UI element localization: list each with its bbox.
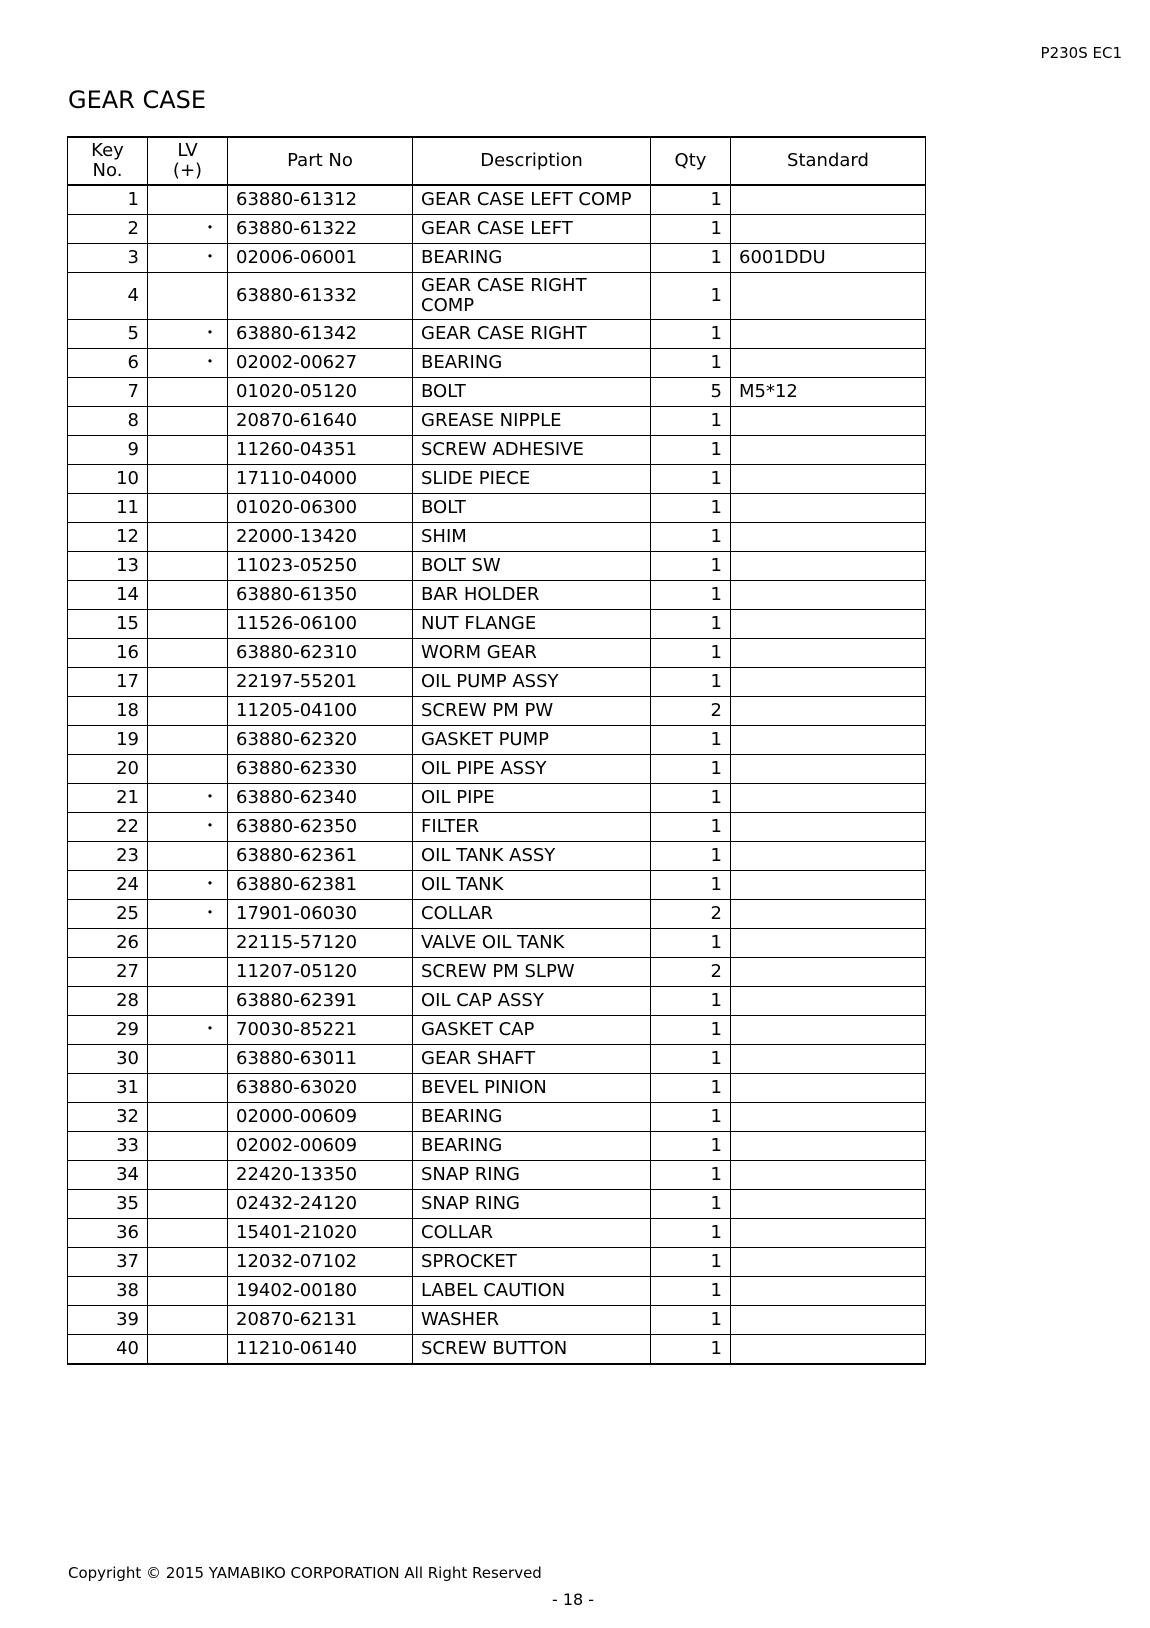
lv-cell: ・ xyxy=(148,215,228,244)
lv-cell xyxy=(148,639,228,668)
standard-cell xyxy=(731,523,926,552)
key-no-cell: 33 xyxy=(68,1132,148,1161)
lv-cell xyxy=(148,1045,228,1074)
page-number xyxy=(0,1590,1150,1609)
standard-cell xyxy=(731,1103,926,1132)
qty-cell: 1 xyxy=(651,215,731,244)
table-row xyxy=(68,755,926,784)
key-no-cell: 35 xyxy=(68,1190,148,1219)
key-no-cell: 20 xyxy=(68,755,148,784)
qty-cell: 1 xyxy=(651,929,731,958)
part-no-cell: 17110-04000 xyxy=(228,465,413,494)
part-no-cell: 02432-24120 xyxy=(228,1190,413,1219)
description-cell: COLLAR xyxy=(413,900,651,929)
key-no-cell: 24 xyxy=(68,871,148,900)
qty-cell: 1 xyxy=(651,1045,731,1074)
key-no-cell: 6 xyxy=(68,349,148,378)
table-row xyxy=(68,697,926,726)
qty-cell: 2 xyxy=(651,697,731,726)
lv-cell xyxy=(148,842,228,871)
qty-cell: 1 xyxy=(651,668,731,697)
lv-cell xyxy=(148,581,228,610)
lv-cell xyxy=(148,273,228,320)
key-no-cell: 2 xyxy=(68,215,148,244)
qty-cell: 1 xyxy=(651,784,731,813)
standard-cell: M5*12 xyxy=(731,378,926,407)
part-no-cell: 11260-04351 xyxy=(228,436,413,465)
key-no-cell: 30 xyxy=(68,1045,148,1074)
lv-cell xyxy=(148,407,228,436)
qty-cell: 1 xyxy=(651,639,731,668)
part-no-cell: 01020-06300 xyxy=(228,494,413,523)
lv-cell: ・ xyxy=(148,784,228,813)
key-no-cell: 22 xyxy=(68,813,148,842)
standard-cell xyxy=(731,494,926,523)
parts-table-body xyxy=(68,185,926,1364)
parts-table xyxy=(67,136,926,1365)
description-cell: COLLAR xyxy=(413,1219,651,1248)
part-no-cell: 11210-06140 xyxy=(228,1335,413,1365)
table-row xyxy=(68,668,926,697)
qty-cell: 1 xyxy=(651,871,731,900)
table-row xyxy=(68,1277,926,1306)
part-no-cell: 63880-61332 xyxy=(228,273,413,320)
qty-cell: 1 xyxy=(651,523,731,552)
lv-cell xyxy=(148,726,228,755)
lv-cell xyxy=(148,1103,228,1132)
lv-cell xyxy=(148,1132,228,1161)
description-cell: SNAP RING xyxy=(413,1161,651,1190)
qty-cell: 1 xyxy=(651,1132,731,1161)
qty-cell: 1 xyxy=(651,1074,731,1103)
part-no-cell: 12032-07102 xyxy=(228,1248,413,1277)
description-cell: WORM GEAR xyxy=(413,639,651,668)
lv-cell xyxy=(148,668,228,697)
qty-cell: 2 xyxy=(651,958,731,987)
description-cell: BOLT SW xyxy=(413,552,651,581)
key-no-cell: 19 xyxy=(68,726,148,755)
qty-cell: 1 xyxy=(651,1219,731,1248)
qty-cell: 1 xyxy=(651,1277,731,1306)
standard-cell xyxy=(731,958,926,987)
qty-cell: 1 xyxy=(651,842,731,871)
standard-cell xyxy=(731,900,926,929)
part-no-cell: 63880-62381 xyxy=(228,871,413,900)
lv-cell: ・ xyxy=(148,900,228,929)
qty-cell: 1 xyxy=(651,813,731,842)
key-no-cell: 38 xyxy=(68,1277,148,1306)
column-description: Description xyxy=(413,137,651,185)
description-cell: SHIM xyxy=(413,523,651,552)
column-lv-line2: (+) xyxy=(172,160,203,181)
standard-cell xyxy=(731,185,926,215)
table-row xyxy=(68,1306,926,1335)
description-cell: GEAR CASE RIGHT COMP xyxy=(413,273,651,320)
qty-cell: 1 xyxy=(651,581,731,610)
column-part-no: Part No xyxy=(228,137,413,185)
page-title: GEAR CASE xyxy=(68,86,207,114)
description-cell: OIL TANK xyxy=(413,871,651,900)
description-cell: GEAR CASE LEFT COMP xyxy=(413,185,651,215)
table-row xyxy=(68,1103,926,1132)
key-no-cell: 39 xyxy=(68,1306,148,1335)
table-row xyxy=(68,1074,926,1103)
key-no-cell: 1 xyxy=(68,185,148,215)
description-cell: FILTER xyxy=(413,813,651,842)
standard-cell xyxy=(731,436,926,465)
standard-cell xyxy=(731,1132,926,1161)
part-no-cell: 63880-62340 xyxy=(228,784,413,813)
standard-cell xyxy=(731,1190,926,1219)
standard-cell xyxy=(731,1306,926,1335)
description-cell: WASHER xyxy=(413,1306,651,1335)
table-row xyxy=(68,185,926,215)
lv-cell xyxy=(148,185,228,215)
key-no-cell: 31 xyxy=(68,1074,148,1103)
key-no-cell: 32 xyxy=(68,1103,148,1132)
part-no-cell: 15401-21020 xyxy=(228,1219,413,1248)
part-no-cell: 11526-06100 xyxy=(228,610,413,639)
part-no-cell: 20870-62131 xyxy=(228,1306,413,1335)
table-row xyxy=(68,1016,926,1045)
lv-cell xyxy=(148,610,228,639)
part-no-cell: 63880-62361 xyxy=(228,842,413,871)
table-row xyxy=(68,1248,926,1277)
description-cell: GASKET PUMP xyxy=(413,726,651,755)
standard-cell xyxy=(731,610,926,639)
description-cell: GREASE NIPPLE xyxy=(413,407,651,436)
part-no-cell: 11207-05120 xyxy=(228,958,413,987)
qty-cell: 1 xyxy=(651,755,731,784)
table-row xyxy=(68,1161,926,1190)
lv-cell: ・ xyxy=(148,244,228,273)
key-no-cell: 26 xyxy=(68,929,148,958)
lv-cell xyxy=(148,1219,228,1248)
part-no-cell: 63880-61322 xyxy=(228,215,413,244)
lv-cell xyxy=(148,552,228,581)
key-no-cell: 36 xyxy=(68,1219,148,1248)
lv-cell xyxy=(148,697,228,726)
key-no-cell: 37 xyxy=(68,1248,148,1277)
description-cell: BEARING xyxy=(413,1132,651,1161)
key-no-cell: 10 xyxy=(68,465,148,494)
table-row xyxy=(68,407,926,436)
description-cell: SNAP RING xyxy=(413,1190,651,1219)
key-no-cell: 28 xyxy=(68,987,148,1016)
model-code: P230S EC1 xyxy=(1040,44,1122,62)
table-row xyxy=(68,436,926,465)
table-row xyxy=(68,871,926,900)
part-no-cell: 70030-85221 xyxy=(228,1016,413,1045)
lv-cell xyxy=(148,465,228,494)
lv-cell xyxy=(148,378,228,407)
part-no-cell: 63880-62391 xyxy=(228,987,413,1016)
key-no-cell: 12 xyxy=(68,523,148,552)
key-no-cell: 40 xyxy=(68,1335,148,1365)
table-row xyxy=(68,273,926,320)
header-row xyxy=(68,137,926,185)
qty-cell: 1 xyxy=(651,552,731,581)
key-no-cell: 18 xyxy=(68,697,148,726)
part-no-cell: 22115-57120 xyxy=(228,929,413,958)
standard-cell xyxy=(731,784,926,813)
table-row xyxy=(68,378,926,407)
standard-cell xyxy=(731,871,926,900)
lv-cell xyxy=(148,1190,228,1219)
description-cell: GEAR CASE LEFT xyxy=(413,215,651,244)
part-no-cell: 63880-63020 xyxy=(228,1074,413,1103)
standard-cell xyxy=(731,1161,926,1190)
lv-cell: ・ xyxy=(148,320,228,349)
qty-cell: 1 xyxy=(651,1103,731,1132)
description-cell: SLIDE PIECE xyxy=(413,465,651,494)
standard-cell xyxy=(731,697,926,726)
part-no-cell: 22000-13420 xyxy=(228,523,413,552)
key-no-cell: 7 xyxy=(68,378,148,407)
table-row xyxy=(68,320,926,349)
description-cell: VALVE OIL TANK xyxy=(413,929,651,958)
lv-cell: ・ xyxy=(148,1016,228,1045)
lv-cell xyxy=(148,523,228,552)
table-row xyxy=(68,813,926,842)
part-no-cell: 02000-00609 xyxy=(228,1103,413,1132)
key-no-cell: 25 xyxy=(68,900,148,929)
qty-cell: 1 xyxy=(651,610,731,639)
part-no-cell: 63880-62320 xyxy=(228,726,413,755)
lv-cell xyxy=(148,755,228,784)
lv-cell xyxy=(148,958,228,987)
column-key-no-line2: No. xyxy=(92,160,123,181)
description-cell: OIL CAP ASSY xyxy=(413,987,651,1016)
table-row xyxy=(68,842,926,871)
table-row xyxy=(68,987,926,1016)
qty-cell: 1 xyxy=(651,494,731,523)
part-no-cell: 63880-62310 xyxy=(228,639,413,668)
key-no-cell: 13 xyxy=(68,552,148,581)
standard-cell xyxy=(731,215,926,244)
qty-cell: 1 xyxy=(651,987,731,1016)
description-cell: GASKET CAP xyxy=(413,1016,651,1045)
lv-cell: ・ xyxy=(148,813,228,842)
description-cell: BAR HOLDER xyxy=(413,581,651,610)
table-row xyxy=(68,1219,926,1248)
lv-cell xyxy=(148,987,228,1016)
table-row xyxy=(68,900,926,929)
qty-cell: 1 xyxy=(651,1306,731,1335)
standard-cell xyxy=(731,929,926,958)
page-number-text: - 18 - xyxy=(551,1590,595,1609)
description-cell: GEAR SHAFT xyxy=(413,1045,651,1074)
standard-cell xyxy=(731,1219,926,1248)
standard-cell xyxy=(731,842,926,871)
lv-cell xyxy=(148,1074,228,1103)
key-no-cell: 14 xyxy=(68,581,148,610)
lv-cell: ・ xyxy=(148,871,228,900)
key-no-cell: 4 xyxy=(68,273,148,320)
part-no-cell: 11205-04100 xyxy=(228,697,413,726)
lv-cell: ・ xyxy=(148,349,228,378)
part-no-cell: 01020-05120 xyxy=(228,378,413,407)
lv-cell xyxy=(148,1335,228,1365)
description-cell: OIL PUMP ASSY xyxy=(413,668,651,697)
qty-cell: 1 xyxy=(651,320,731,349)
key-no-cell: 5 xyxy=(68,320,148,349)
description-cell: BEARING xyxy=(413,349,651,378)
description-cell: OIL PIPE xyxy=(413,784,651,813)
standard-cell xyxy=(731,1248,926,1277)
table-row xyxy=(68,958,926,987)
standard-cell xyxy=(731,349,926,378)
qty-cell: 2 xyxy=(651,900,731,929)
description-cell: SCREW ADHESIVE xyxy=(413,436,651,465)
qty-cell: 1 xyxy=(651,1190,731,1219)
qty-cell: 1 xyxy=(651,1248,731,1277)
key-no-cell: 34 xyxy=(68,1161,148,1190)
standard-cell xyxy=(731,1335,926,1365)
table-row xyxy=(68,639,926,668)
table-row xyxy=(68,1335,926,1365)
standard-cell xyxy=(731,755,926,784)
table-row xyxy=(68,1132,926,1161)
copyright-notice: Copyright © 2015 YAMABIKO CORPORATION All Right Reserved xyxy=(68,1564,542,1582)
description-cell: SCREW PM SLPW xyxy=(413,958,651,987)
qty-cell: 1 xyxy=(651,465,731,494)
key-no-cell: 17 xyxy=(68,668,148,697)
part-no-cell: 63880-62330 xyxy=(228,755,413,784)
part-no-cell: 02002-00609 xyxy=(228,1132,413,1161)
qty-cell: 1 xyxy=(651,1016,731,1045)
qty-cell: 5 xyxy=(651,378,731,407)
qty-cell: 1 xyxy=(651,407,731,436)
standard-cell xyxy=(731,987,926,1016)
qty-cell: 1 xyxy=(651,726,731,755)
part-no-cell: 11023-05250 xyxy=(228,552,413,581)
lv-cell xyxy=(148,929,228,958)
key-no-cell: 16 xyxy=(68,639,148,668)
part-no-cell: 02006-06001 xyxy=(228,244,413,273)
standard-cell xyxy=(731,1016,926,1045)
key-no-cell: 8 xyxy=(68,407,148,436)
table-row xyxy=(68,215,926,244)
table-row xyxy=(68,929,926,958)
qty-cell: 1 xyxy=(651,185,731,215)
part-no-cell: 22420-13350 xyxy=(228,1161,413,1190)
column-lv xyxy=(148,137,228,185)
table-row xyxy=(68,465,926,494)
key-no-cell: 23 xyxy=(68,842,148,871)
key-no-cell: 21 xyxy=(68,784,148,813)
description-cell: BOLT xyxy=(413,494,651,523)
lv-cell xyxy=(148,1161,228,1190)
standard-cell xyxy=(731,552,926,581)
description-cell: SPROCKET xyxy=(413,1248,651,1277)
lv-cell xyxy=(148,494,228,523)
key-no-cell: 9 xyxy=(68,436,148,465)
parts-table-header xyxy=(68,137,926,185)
standard-cell xyxy=(731,1277,926,1306)
qty-cell: 1 xyxy=(651,349,731,378)
lv-cell xyxy=(148,1248,228,1277)
part-no-cell: 63880-61350 xyxy=(228,581,413,610)
column-lv-line1: LV xyxy=(177,140,198,161)
column-key-no-line1: Key xyxy=(91,140,124,161)
standard-cell xyxy=(731,581,926,610)
description-cell: NUT FLANGE xyxy=(413,610,651,639)
table-row xyxy=(68,581,926,610)
part-no-cell: 63880-63011 xyxy=(228,1045,413,1074)
description-cell: BEARING xyxy=(413,1103,651,1132)
description-cell: LABEL CAUTION xyxy=(413,1277,651,1306)
description-cell: GEAR CASE RIGHT xyxy=(413,320,651,349)
lv-cell xyxy=(148,436,228,465)
part-no-cell: 63880-61312 xyxy=(228,185,413,215)
description-cell: OIL PIPE ASSY xyxy=(413,755,651,784)
table-row xyxy=(68,244,926,273)
part-no-cell: 63880-61342 xyxy=(228,320,413,349)
description-cell: BOLT xyxy=(413,378,651,407)
standard-cell xyxy=(731,726,926,755)
standard-cell xyxy=(731,813,926,842)
column-standard: Standard xyxy=(731,137,926,185)
description-cell: BEARING xyxy=(413,244,651,273)
qty-cell: 1 xyxy=(651,436,731,465)
standard-cell xyxy=(731,407,926,436)
key-no-cell: 29 xyxy=(68,1016,148,1045)
qty-cell: 1 xyxy=(651,1161,731,1190)
table-row xyxy=(68,494,926,523)
standard-cell xyxy=(731,273,926,320)
lv-cell xyxy=(148,1277,228,1306)
qty-cell: 1 xyxy=(651,1335,731,1365)
key-no-cell: 3 xyxy=(68,244,148,273)
table-row xyxy=(68,610,926,639)
description-cell: SCREW BUTTON xyxy=(413,1335,651,1365)
lv-cell xyxy=(148,1306,228,1335)
part-no-cell: 19402-00180 xyxy=(228,1277,413,1306)
part-no-cell: 20870-61640 xyxy=(228,407,413,436)
table-row xyxy=(68,1190,926,1219)
qty-cell: 1 xyxy=(651,273,731,320)
standard-cell xyxy=(731,1045,926,1074)
table-row xyxy=(68,1045,926,1074)
table-row xyxy=(68,552,926,581)
table-row xyxy=(68,726,926,755)
description-cell: SCREW PM PW xyxy=(413,697,651,726)
standard-cell xyxy=(731,639,926,668)
part-no-cell: 02002-00627 xyxy=(228,349,413,378)
part-no-cell: 63880-62350 xyxy=(228,813,413,842)
part-no-cell: 17901-06030 xyxy=(228,900,413,929)
standard-cell: 6001DDU xyxy=(731,244,926,273)
key-no-cell: 27 xyxy=(68,958,148,987)
table-row xyxy=(68,349,926,378)
key-no-cell: 11 xyxy=(68,494,148,523)
description-cell: BEVEL PINION xyxy=(413,1074,651,1103)
standard-cell xyxy=(731,320,926,349)
table-row xyxy=(68,784,926,813)
part-no-cell: 22197-55201 xyxy=(228,668,413,697)
standard-cell xyxy=(731,668,926,697)
table-row xyxy=(68,523,926,552)
description-cell: OIL TANK ASSY xyxy=(413,842,651,871)
standard-cell xyxy=(731,465,926,494)
column-key-no xyxy=(68,137,148,185)
standard-cell xyxy=(731,1074,926,1103)
key-no-cell: 15 xyxy=(68,610,148,639)
qty-cell: 1 xyxy=(651,244,731,273)
column-qty: Qty xyxy=(651,137,731,185)
